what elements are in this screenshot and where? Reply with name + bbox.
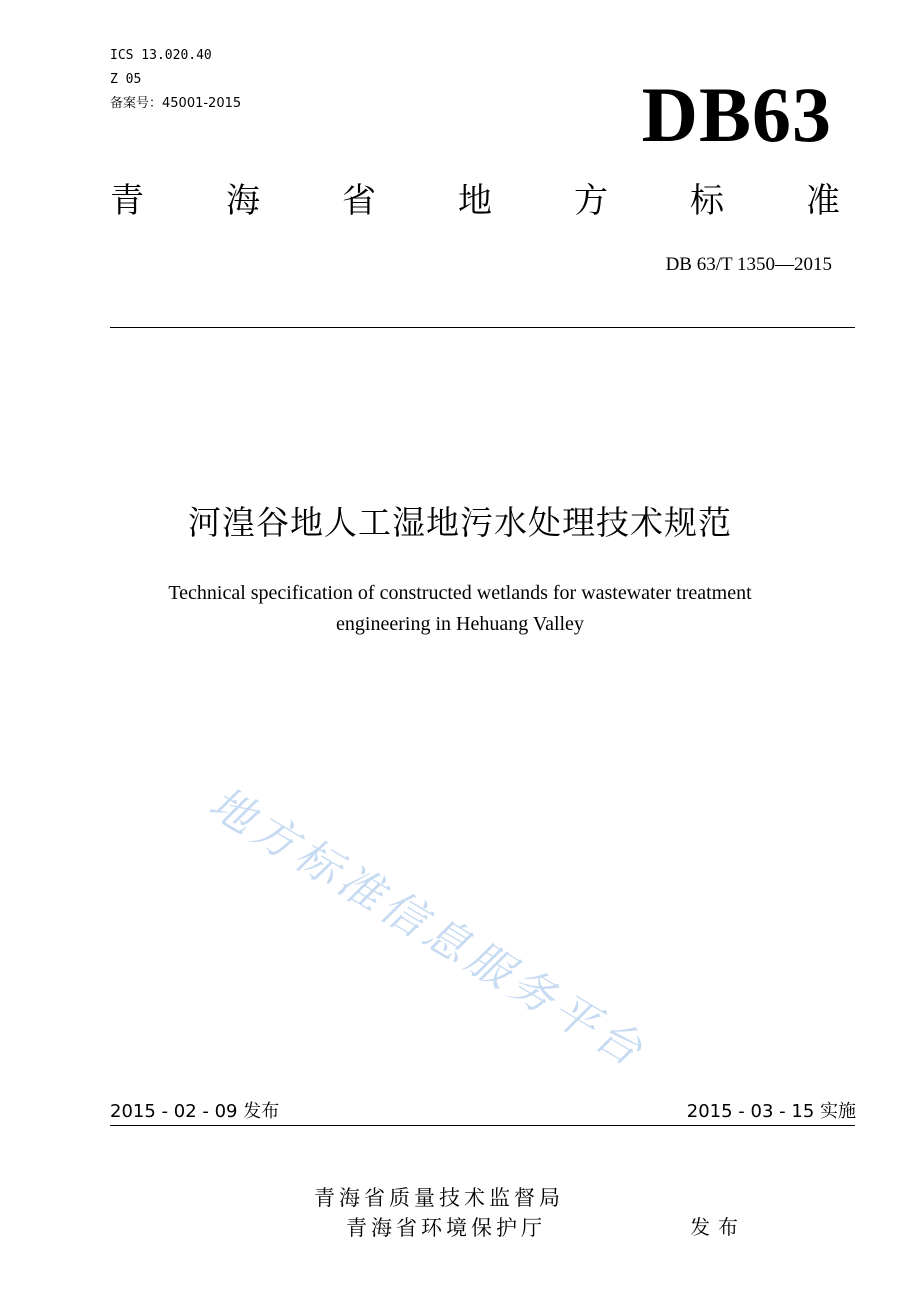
banner-char: 标 xyxy=(690,181,724,221)
banner-char: 省 xyxy=(342,181,376,221)
standard-number: DB 63/T 1350—2015 xyxy=(665,254,832,275)
banner-char: 地 xyxy=(458,181,492,221)
watermark: 地方标准信息服务平台 xyxy=(200,777,655,1079)
document-title-cn: 河湟谷地人工湿地污水处理技术规范 xyxy=(188,503,732,542)
banner-char: 青 xyxy=(110,181,144,221)
ics-code: ICS 13.020.40 xyxy=(110,48,212,63)
banner-char: 准 xyxy=(806,181,840,221)
issue-label: 发布 xyxy=(690,1215,746,1239)
document-title-en-line2: engineering in Hehuang Valley xyxy=(336,613,584,635)
publish-date: 2015 - 02 - 09 发布 xyxy=(110,1101,280,1122)
standard-type-banner xyxy=(110,176,840,226)
standard-code-logo: DB63 xyxy=(641,71,832,158)
issuer-quality-bureau: 青海省质量技术监督局 xyxy=(314,1186,564,1210)
banner-char: 方 xyxy=(574,181,608,221)
filing-number: 备案号：45001-2015 xyxy=(110,96,242,111)
bottom-divider xyxy=(110,1125,855,1126)
issuer-environment-dept: 青海省环境保护厅 xyxy=(346,1216,546,1240)
top-divider xyxy=(110,327,855,328)
implement-date: 2015 - 03 - 15 实施 xyxy=(686,1101,856,1122)
classification-code: Z 05 xyxy=(110,72,142,87)
document-title-en-line1: Technical specification of constructed wetlands for wastewater treatment xyxy=(168,582,752,604)
banner-char: 海 xyxy=(226,181,260,221)
